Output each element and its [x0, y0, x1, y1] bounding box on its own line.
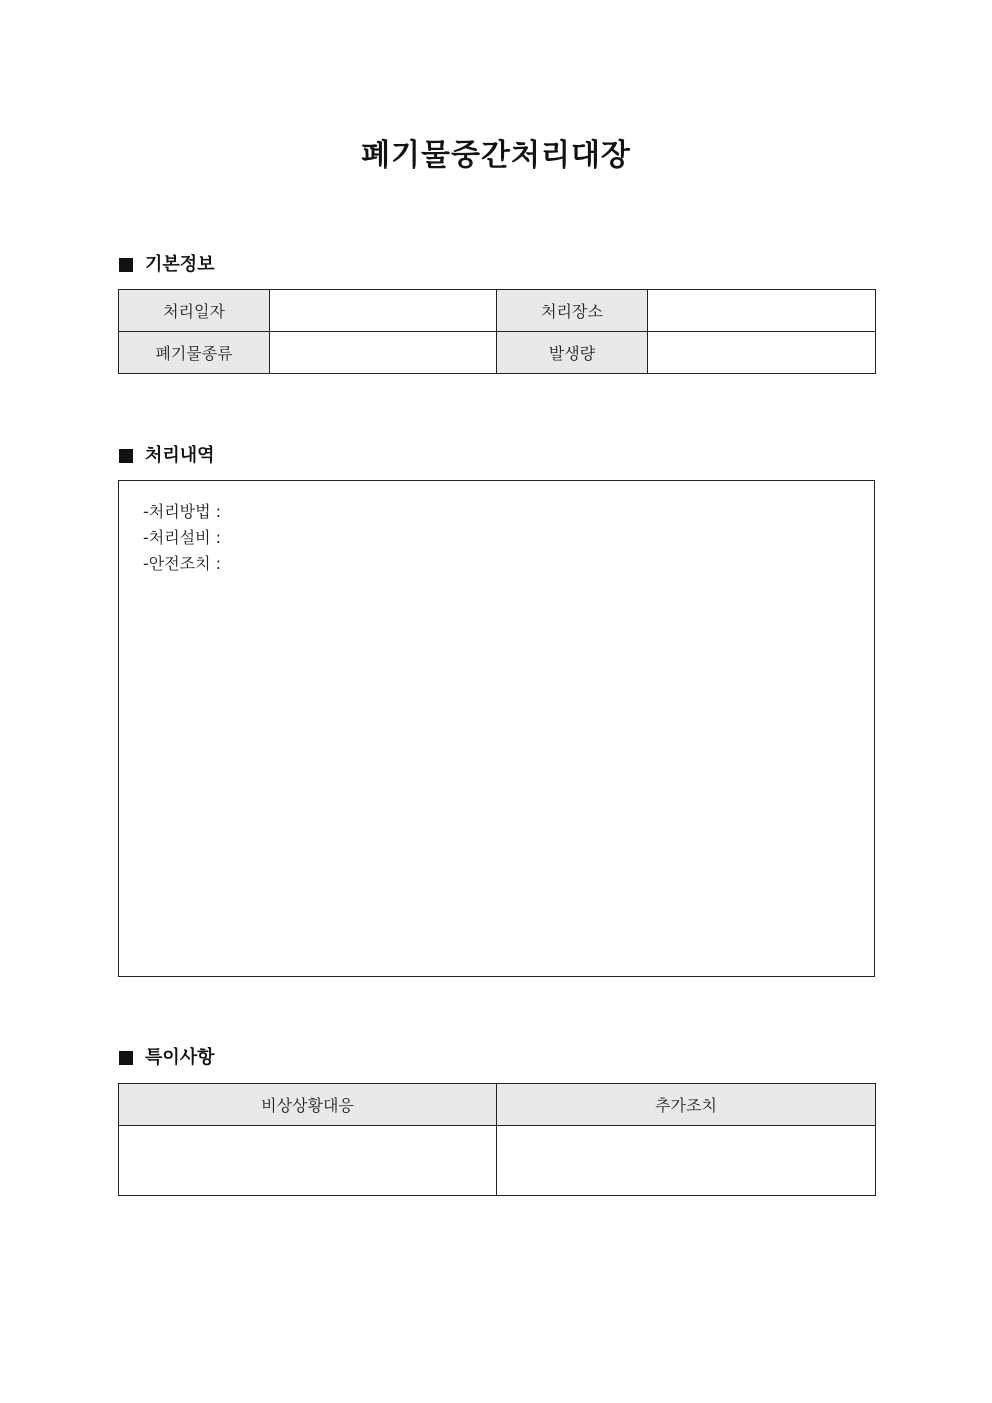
table-row: [119, 290, 876, 332]
safety-measures-line: -안전조치 :: [143, 554, 222, 573]
table-row: [119, 1126, 876, 1196]
field-process-location[interactable]: [648, 290, 876, 332]
section-heading-notes: [119, 1045, 215, 1071]
field-process-date[interactable]: [270, 290, 497, 332]
square-bullet-icon: [119, 258, 133, 272]
table-header-row: [119, 1084, 876, 1126]
page-title: 폐기물중간처리대장: [361, 138, 631, 173]
header-additional-action: 추가조치: [497, 1084, 876, 1126]
field-generation-amount[interactable]: [648, 332, 876, 374]
section-heading-process: [119, 443, 215, 469]
section-heading-basic: [119, 252, 215, 278]
table-row: [119, 332, 876, 374]
section-heading-basic-label: 기본정보: [145, 254, 215, 275]
label-process-date: 처리일자: [119, 290, 270, 332]
square-bullet-icon: [119, 1051, 133, 1065]
process-equipment-line: -처리설비 :: [143, 528, 222, 547]
notes-table: [118, 1083, 876, 1196]
section-heading-process-label: 처리내역: [145, 445, 215, 466]
field-emergency-response[interactable]: [119, 1126, 497, 1196]
process-method-line: -처리방법 :: [143, 502, 222, 521]
process-details-box[interactable]: [118, 480, 875, 977]
label-process-location: 처리장소: [497, 290, 648, 332]
basic-info-table: [118, 289, 876, 374]
field-waste-type[interactable]: [270, 332, 497, 374]
field-additional-action[interactable]: [497, 1126, 876, 1196]
label-waste-type: 폐기물종류: [119, 332, 270, 374]
square-bullet-icon: [119, 449, 133, 463]
label-generation-amount: 발생량: [497, 332, 648, 374]
section-heading-notes-label: 특이사항: [145, 1047, 215, 1068]
header-emergency-response: 비상상황대응: [119, 1084, 497, 1126]
